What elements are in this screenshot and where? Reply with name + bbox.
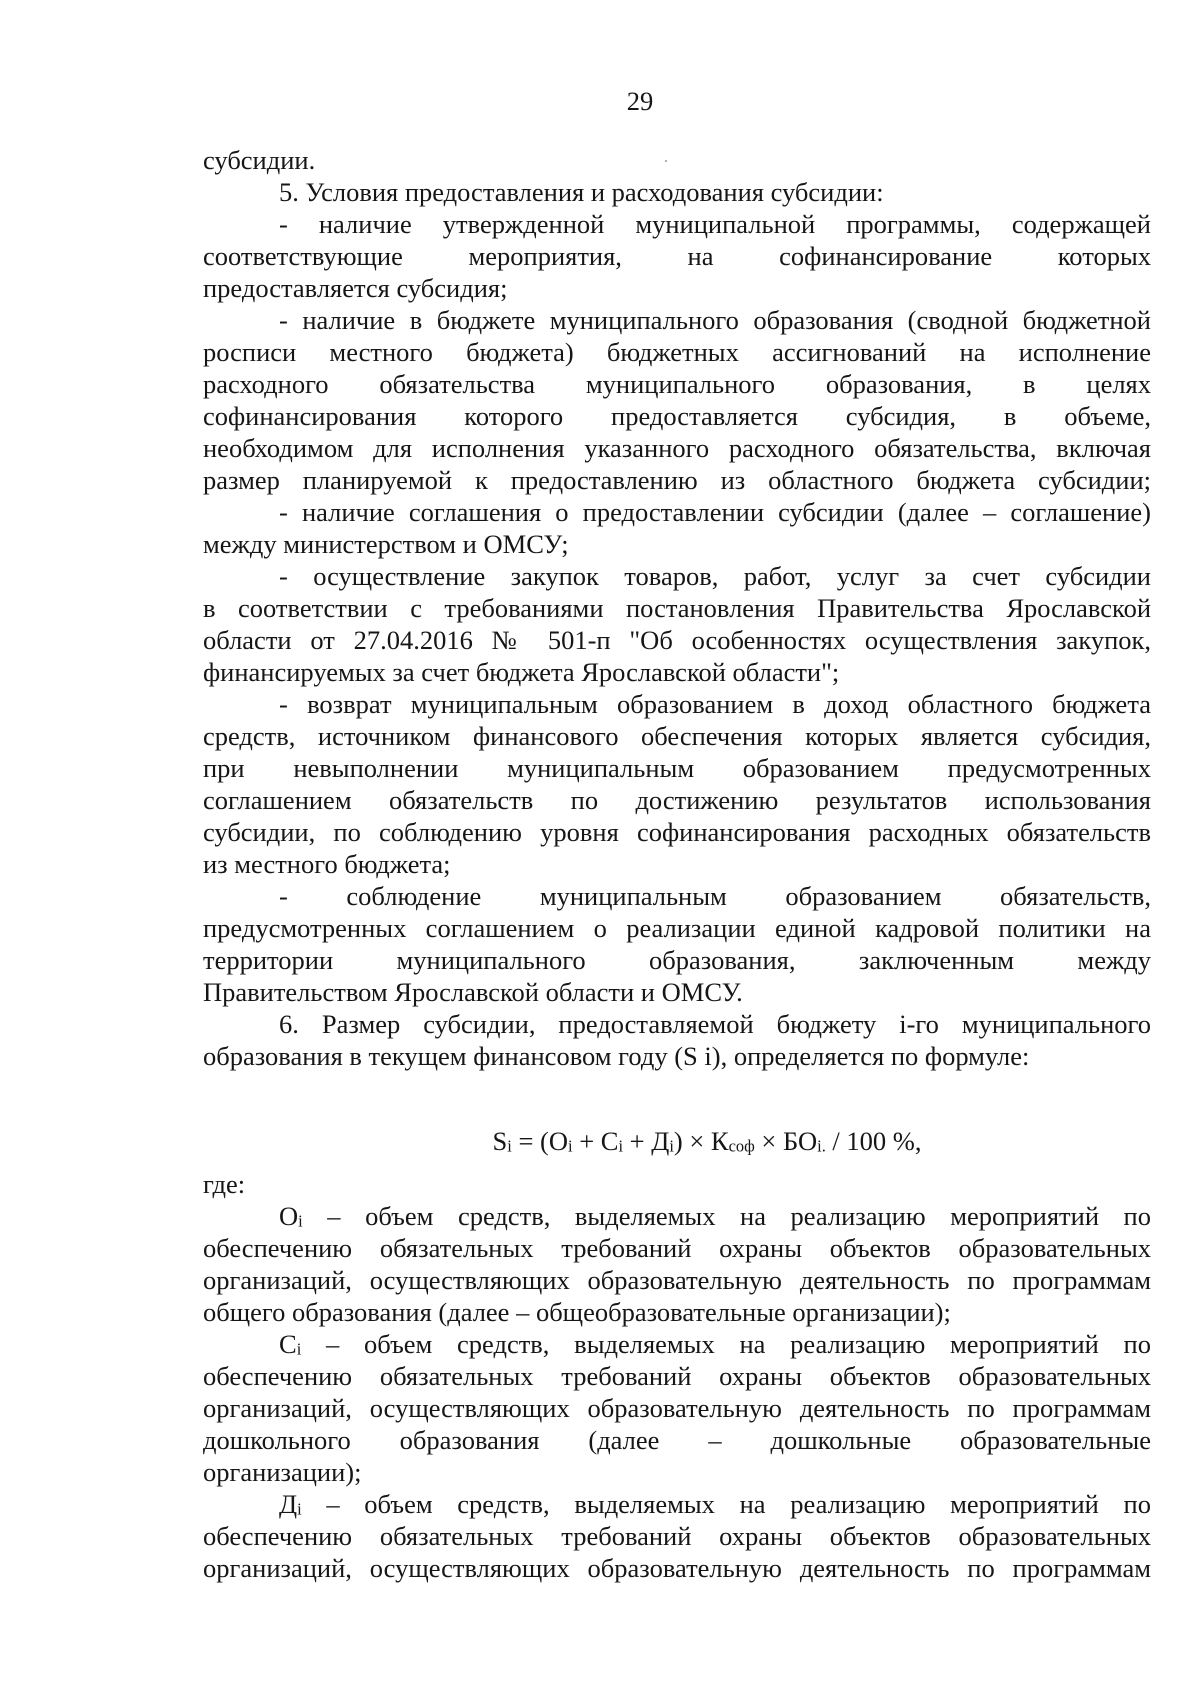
text-line: - осуществление закупок товаров, работ, услуг за счет субсидии — [279, 561, 1151, 591]
text-line: - соблюдение муниципальным образованием обязательств, — [279, 881, 1151, 911]
text-line: обеспечению обязательных требований охраны объектов образовательных — [203, 1361, 1151, 1391]
text-line: образования в текущем финансовом году (S i), определяется по формуле: — [203, 1041, 1030, 1071]
page-number: 29 — [626, 86, 654, 116]
text-line: организаций, осуществляющих образовательную деятельность по программам — [203, 1553, 1151, 1583]
text-line: - наличие соглашения о предоставлении субсидии (далее – соглашение) — [279, 497, 1151, 527]
text-line: необходимом для исполнения указанного расходного обязательства, включая — [203, 433, 1151, 463]
text-line: предусмотренных соглашением о реализации единой кадровой политики на — [203, 913, 1151, 943]
text-line: соглашением обязательств по достижению результатов использования — [203, 785, 1151, 815]
text-line: размер планируемой к предоставлению из областного бюджета субсидии; — [203, 465, 1151, 495]
text-line: предоставляется субсидия; — [203, 273, 508, 303]
where-label: где: — [203, 1169, 246, 1199]
text-line: общего образования (далее – общеобразовательные организации); — [203, 1297, 951, 1327]
definition-o: $О_i$ – объем средств, выделяемых на реализацию мероприятий по — [279, 1201, 1151, 1231]
text-line: финансируемых за счет бюджета Ярославской области"; — [203, 657, 840, 687]
text-line: Правительством Ярославской области и ОМСУ. — [203, 977, 743, 1007]
text-line: территории муниципального образования, заключенным между — [203, 945, 1151, 975]
subsidy-formula: $S_i = (О_i + С_i + Д_i) \times К_{соф} \times БО_{i.} / 100$ %, — [492, 1126, 922, 1156]
text-line: между министерством и ОМСУ; — [203, 529, 569, 559]
definition-c: $С_i$ – объем средств, выделяемых на реализацию мероприятий по — [279, 1329, 1151, 1359]
text-line: организации); — [203, 1457, 362, 1487]
text-line: обеспечению обязательных требований охраны объектов образовательных — [203, 1521, 1151, 1551]
text-line: организаций, осуществляющих образовательную деятельность по программам — [203, 1393, 1151, 1423]
text-line: обеспечению обязательных требований охраны объектов образовательных — [203, 1233, 1151, 1263]
text-line: - наличие утвержденной муниципальной программы, содержащей — [279, 209, 1151, 239]
text-line: - возврат муниципальным образованием в доход областного бюджета — [279, 689, 1151, 719]
text-line: средств, источником финансового обеспечения которых является субсидия, — [203, 721, 1151, 751]
text-line: при невыполнении муниципальным образованием предусмотренных — [203, 753, 1151, 783]
text-line: расходного обязательства муниципального образования, в целях — [203, 369, 1151, 399]
text-line: соответствующие мероприятия, на софинансирование которых — [203, 241, 1151, 271]
text-line: организаций, осуществляющих образовательную деятельность по программам — [203, 1265, 1151, 1295]
text-line: софинансирования которого предоставляется субсидия, в объеме, — [203, 401, 1151, 431]
text-line: области от 27.04.2016 № 501-п "Об особенностях осуществления закупок, — [203, 625, 1151, 655]
text-line: из местного бюджета; — [203, 849, 451, 879]
section-6-heading: 6. Размер субсидии, предоставляемой бюджету i-го муниципального — [279, 1009, 1151, 1039]
definition-d: $Д_i$ – объем средств, выделяемых на реализацию мероприятий по — [279, 1489, 1151, 1519]
text-line: в соответствии с требованиями постановления Правительства Ярославской — [203, 593, 1151, 623]
text-line: - наличие в бюджете муниципального образования (сводной бюджетной — [279, 305, 1151, 335]
section-5-heading: 5. Условия предоставления и расходования субсидии: — [279, 177, 884, 207]
text-line: субсидии, по соблюдению уровня софинансирования расходных обязательств — [203, 817, 1151, 847]
text-line: субсидии. — [203, 145, 316, 175]
text-line: росписи местного бюджета) бюджетных ассигнований на исполнение — [203, 337, 1151, 367]
text-line: дошкольного образования (далее – дошкольные образовательные — [203, 1425, 1151, 1455]
